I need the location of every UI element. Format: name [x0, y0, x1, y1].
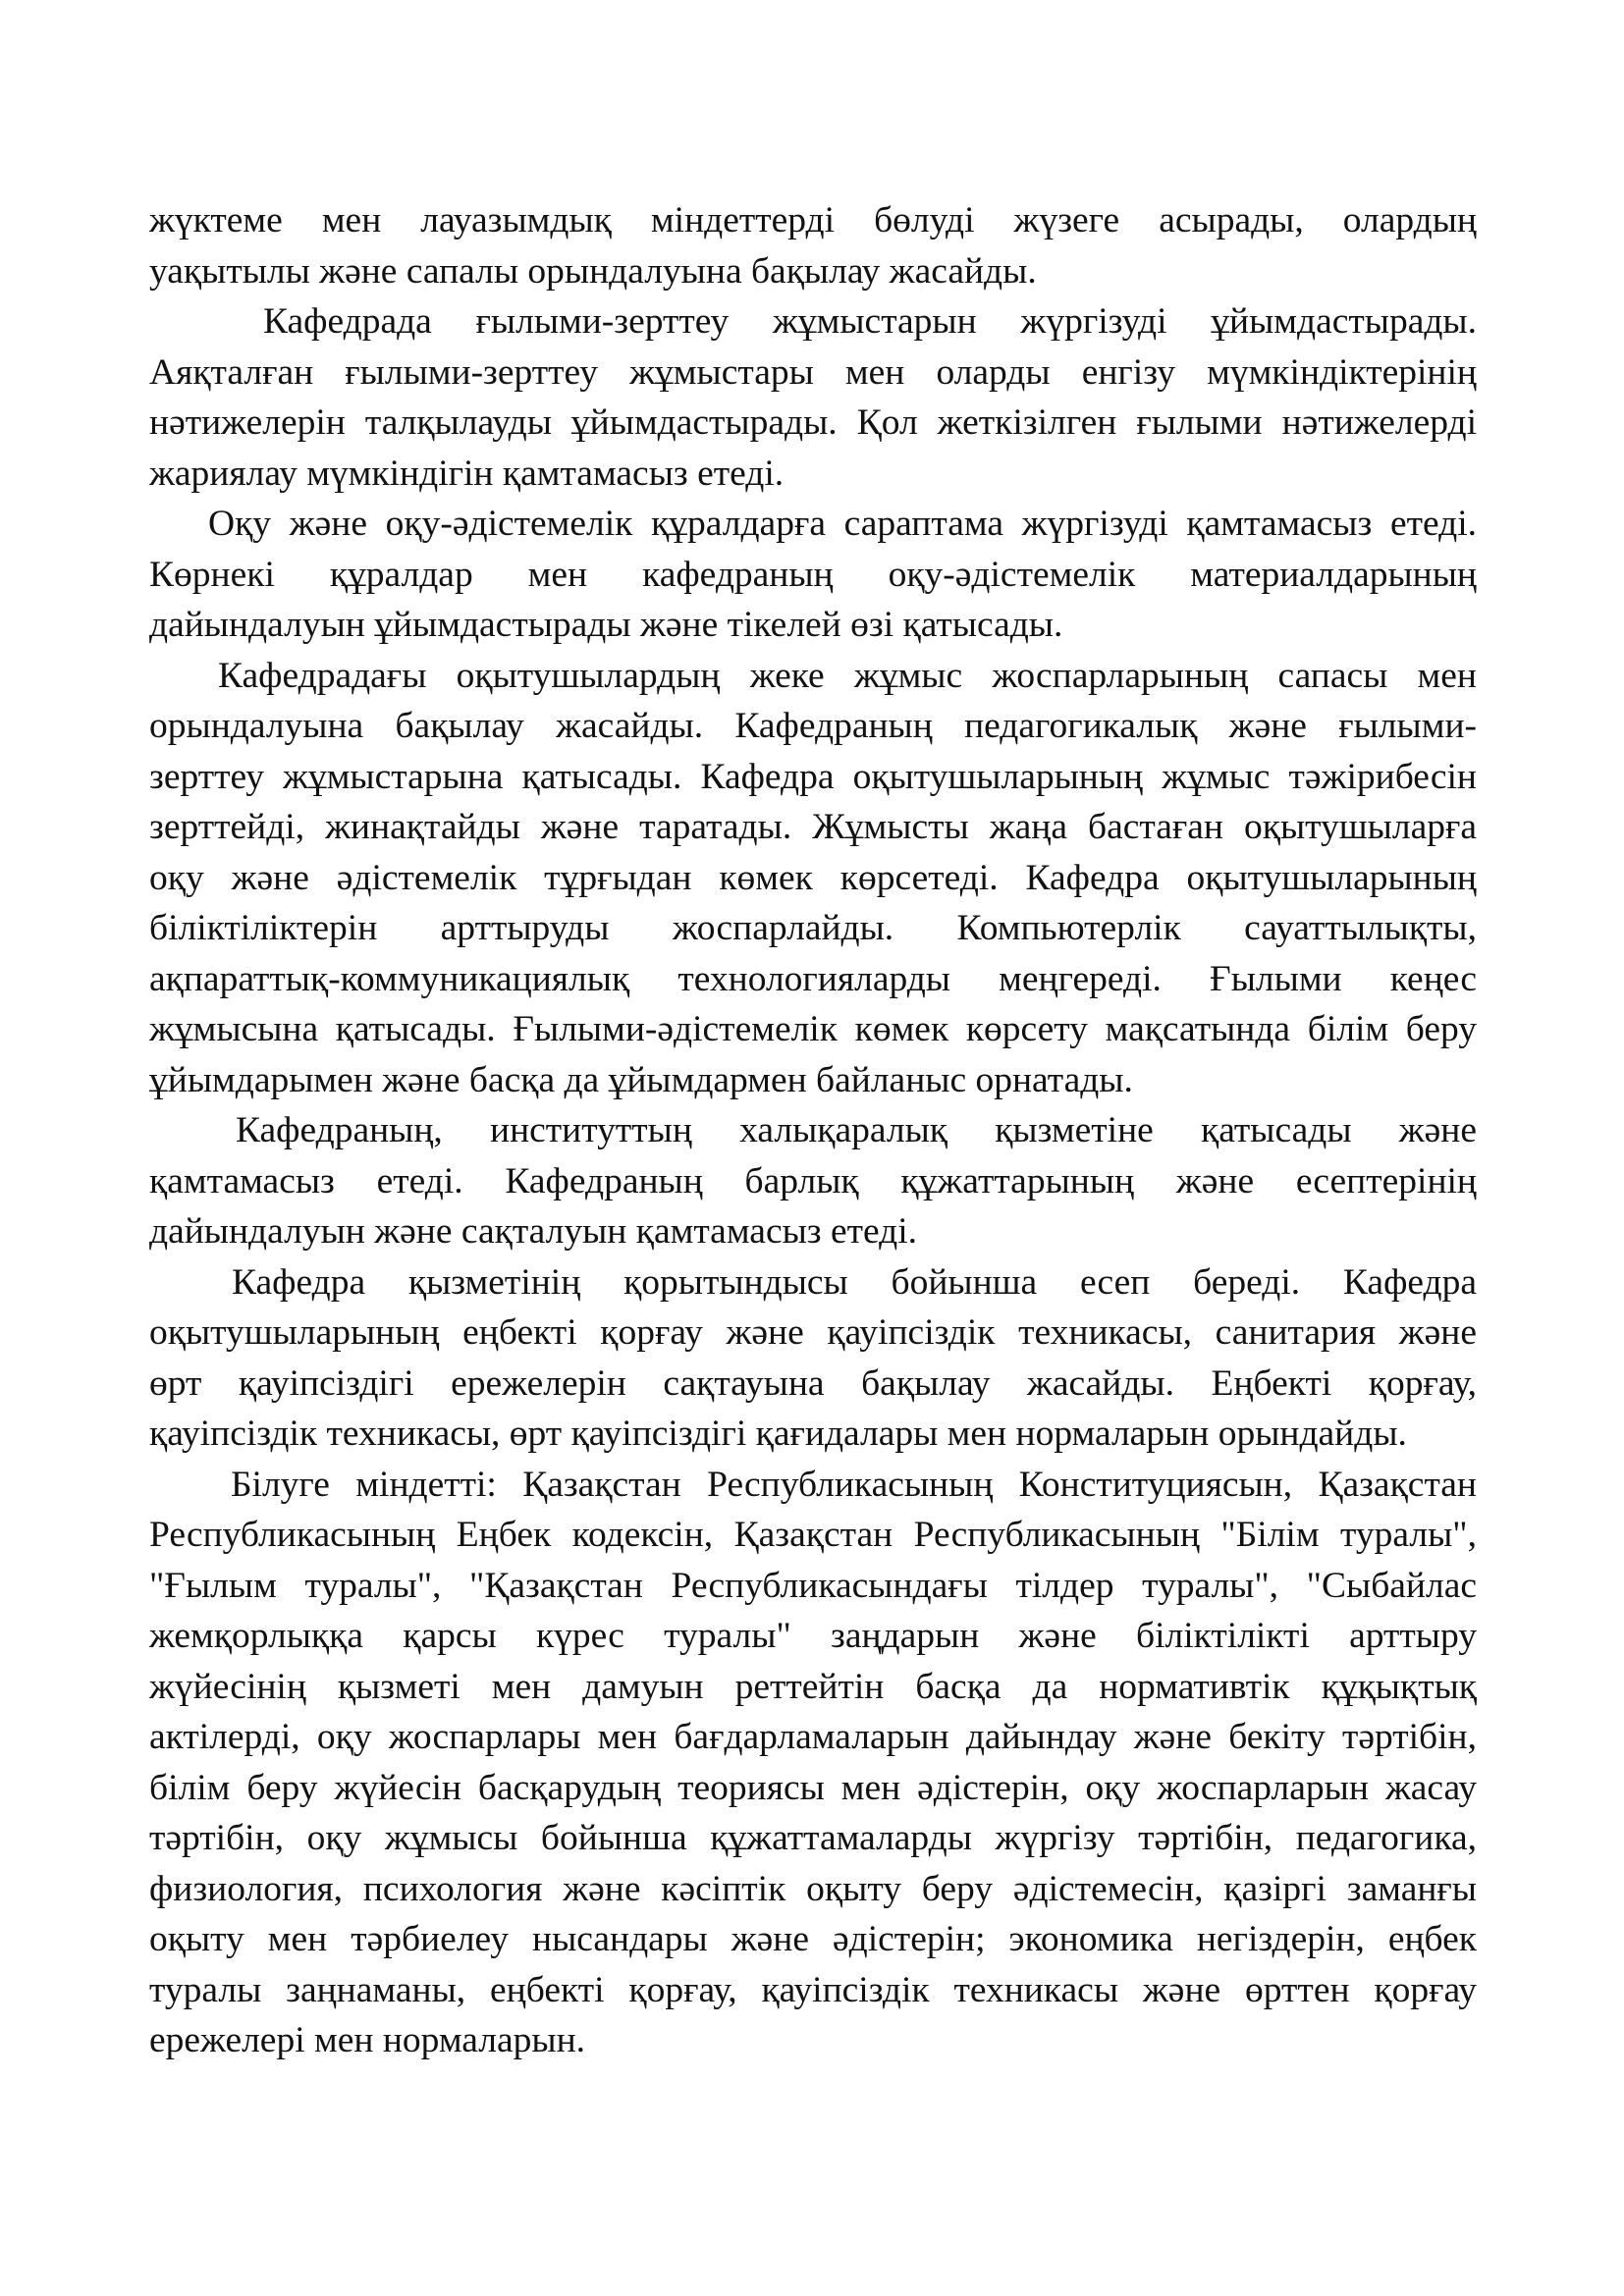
text-line: зерттеу жұмыстарына қатысады. Кафедра оқытушыларының жұмыс тәжірибесін: [149, 756, 1477, 797]
text-line: жариялау мүмкіндігін қамтамасыз етеді.: [149, 453, 785, 494]
text-line: Көрнекі құралдар мен кафедраның оқу-әдістемелік материалдарының: [149, 554, 1477, 595]
text-line: қауіпсіздік техникасы, өрт қауіпсіздігі қағидалары мен нормаларын орындайды.: [149, 1414, 1407, 1454]
text-line: Кафедрадағы оқытушылардың жеке жұмыс жоспарларының сапасы мен: [218, 655, 1477, 696]
text-line: Білуге міндетті: Қазақстан Республикасының Конституциясын, Қазақстан: [231, 1464, 1477, 1505]
text-line: дайындалуын ұйымдастырады және тікелей өзі қатысады.: [149, 605, 1063, 645]
text-line: Кафедра қызметінің қорытындысы бойынша есеп береді. Кафедра: [232, 1261, 1477, 1303]
text-line: білім беру жүйесін басқарудың теориясы мен әдістерін, оқу жоспарларын жасау: [149, 1767, 1477, 1808]
text-line: дайындалуын және сақталуын қамтамасыз етеді.: [149, 1211, 918, 1252]
text-line: жемқорлыққа қарсы күрес туралы" заңдарын және біліктілікті арттыру: [149, 1616, 1477, 1656]
text-line: жүйесінің қызметі мен дамуын реттейтін басқа да нормативтік құқықтық: [149, 1666, 1477, 1707]
text-line: өрт қауіпсіздігі ережелерін сақтауына бақылау жасайды. Еңбекті қорғау,: [149, 1362, 1477, 1404]
paragraph-international-activity: [149, 1105, 1477, 1257]
text-line: қамтамасыз етеді. Кафедраның барлық құжаттарының және есептерінің: [149, 1160, 1477, 1201]
text-line: оқыту мен тәрбиелеу нысандары және әдістерін; экономика негіздерін, еңбек: [149, 1919, 1477, 1959]
text-line: ақпараттық-коммуникациялық технологияларды меңгереді. Ғылыми кеңес: [149, 958, 1477, 999]
text-line: Кафедрада ғылыми-зерттеу жұмыстарын жүргізуді ұйымдастырады.: [263, 301, 1477, 342]
text-line: біліктіліктерін арттыруды жоспарлайды. Компьютерлік сауаттылықты,: [149, 908, 1477, 948]
paragraph-teaching-materials: [149, 499, 1477, 651]
text-line: жұмысына қатысады. Ғылыми-әдістемелік көмек көрсету мақсатында білім беру: [149, 1009, 1477, 1049]
text-line: Оқу және оқу-әдістемелік құралдарға сараптама жүргізуді қамтамасыз етеді.: [208, 504, 1477, 544]
text-line: зерттейді, жинақтайды және таратады. Жұмысты жаңа бастаған оқытушыларға: [149, 807, 1477, 847]
text-line: актілерді, оқу жоспарлары мен бағдарламаларын дайындау және бекіту тәртібін,: [149, 1717, 1477, 1757]
text-line: оқу және әдістемелік тұрғыдан көмек көрсетеді. Кафедра оқытушыларының: [149, 857, 1477, 898]
text-line: ережелері мен нормаларын.: [149, 2020, 586, 2060]
paragraph-reporting-safety: [149, 1257, 1477, 1460]
text-line: ұйымдарымен және басқа да ұйымдармен байланыс орнатады.: [149, 1059, 1133, 1100]
document-page: [149, 195, 1477, 2066]
text-line: Республикасының Еңбек кодексін, Қазақстан Республикасының "Білім туралы",: [149, 1515, 1477, 1555]
text-line: Кафедраның, институттың халықаралық қызметіне қатысады және: [236, 1110, 1477, 1150]
paragraph-workload-control: [149, 195, 1477, 296]
paragraph-research-work: [149, 296, 1477, 499]
text-line: Аяқталған ғылыми-зерттеу жұмыстары мен оларды енгізу мүмкіндіктерінің: [149, 351, 1477, 393]
text-line: орындалуына бақылау жасайды. Кафедраның педагогикалық және ғылыми-: [149, 706, 1477, 746]
text-line: уақытылы және сапалы орындалуына бақылау жасайды.: [149, 250, 1037, 292]
paragraph-required-knowledge: [149, 1460, 1477, 2066]
paragraph-teacher-plans: [149, 651, 1477, 1106]
text-line: оқытушыларының еңбекті қорғау және қауіпсіздік техникасы, санитария және: [149, 1312, 1477, 1353]
text-line: нәтижелерін талқылауды ұйымдастырады. Қол жеткізілген ғылыми нәтижелерді: [149, 402, 1477, 443]
text-line: физиология, психология және кәсіптік оқыту беру әдістемесін, қазіргі заманғы: [149, 1868, 1477, 1909]
text-line: тәртібін, оқу жұмысы бойынша құжаттамаларды жүргізу тәртібін, педагогика,: [149, 1818, 1477, 1858]
text-line: туралы заңнаманы, еңбекті қорғау, қауіпсіздік техникасы және өрттен қорғау: [149, 1969, 1477, 2010]
text-line: жүктеме мен лауазымдық міндеттерді бөлуді жүзеге асырады, олардың: [149, 200, 1477, 240]
text-line: "Ғылым туралы", "Қазақстан Республикасындағы тілдер туралы", "Сыбайлас: [149, 1565, 1477, 1606]
